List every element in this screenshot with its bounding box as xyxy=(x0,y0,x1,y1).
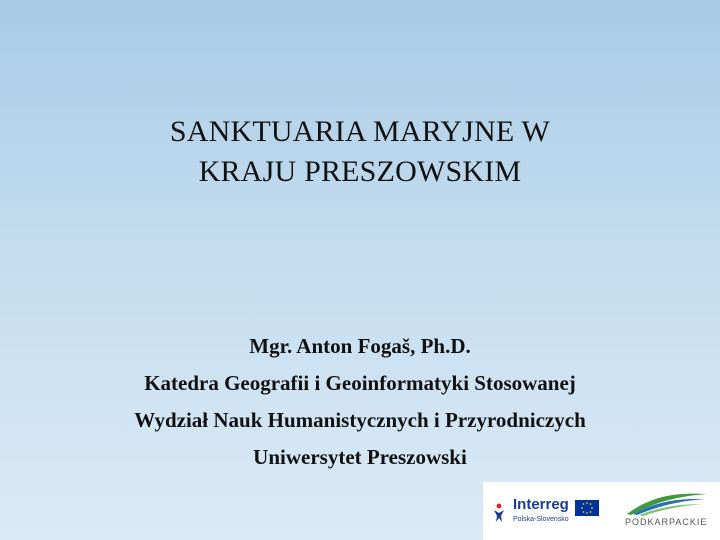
interreg-logo xyxy=(491,492,603,532)
department-name: Katedra Geografii i Geoinformatyki Stosowanej xyxy=(144,371,576,395)
author-name: Mgr. Anton Fogaš, Ph.D. xyxy=(249,334,471,358)
podkarpackie-logo xyxy=(619,488,715,536)
slide-title xyxy=(70,112,650,192)
title-line-2: KRAJU PRESZOWSKIM xyxy=(198,155,522,188)
podkarpackie-name: PODKARPACKIE xyxy=(625,517,708,527)
interreg-name: Interreg xyxy=(513,496,569,513)
author-block xyxy=(40,328,680,476)
partner-logos xyxy=(483,482,720,540)
title-line-1: SANKTUARIA MARYJNE W xyxy=(169,115,551,148)
interreg-subtitle: Polska-Slovensko xyxy=(513,516,569,523)
mountains-icon xyxy=(619,488,715,518)
university-name: Uniwersytet Preszowski xyxy=(253,445,467,469)
faculty-name: Wydział Nauk Humanistycznych i Przyrodniczych xyxy=(134,408,586,432)
